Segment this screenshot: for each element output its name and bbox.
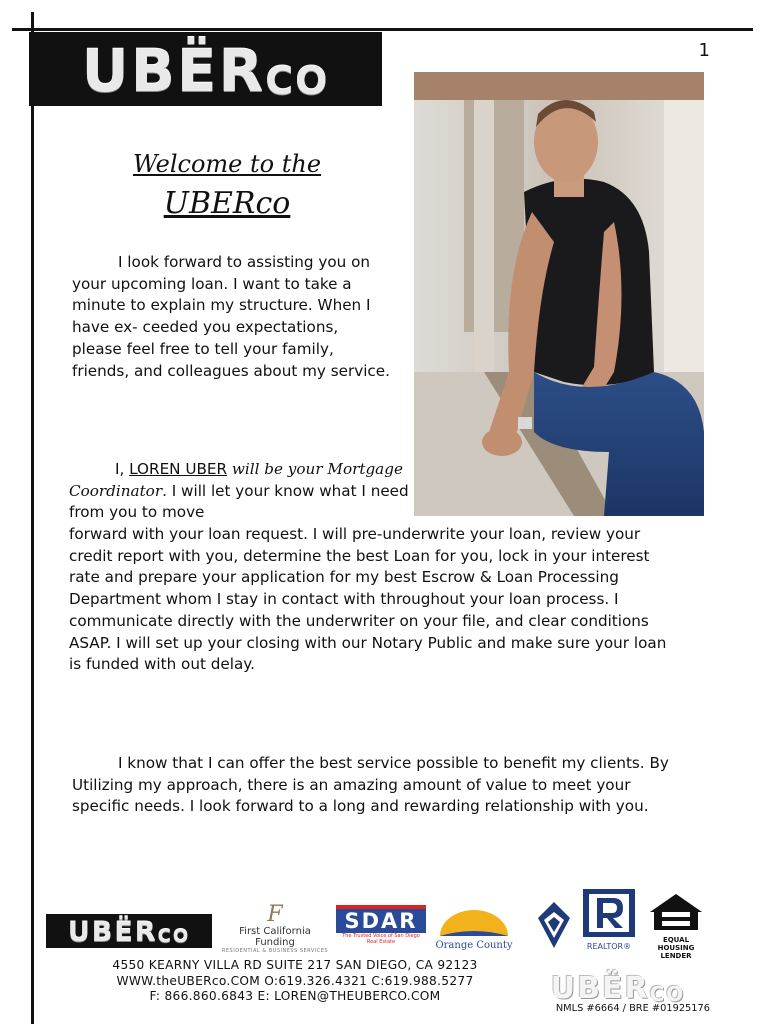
- logo-small-text: CO: [265, 59, 330, 103]
- equal-housing-line2: LENDER: [660, 952, 692, 960]
- fcf-subtitle: RESIDENTIAL & BUSINESS SERVICES: [221, 948, 329, 954]
- realtor-r-icon: [581, 888, 637, 938]
- footer-uberco-wordmark: [533, 968, 703, 1004]
- orange-county-name: Orange County: [435, 940, 513, 951]
- intro-text: I look forward to assisting you on your upcoming loan. I want to take a minute to explain my structure. When I have ex- ceeded you expectations, please feel free to tell your family, friends, and colleagues about my service.: [72, 253, 390, 380]
- closing-text: I know that I can offer the best service possible to benefit my clients. By Utilizing my approach, there is an amazing amount of value to meet your specific needs. I look forward to a long and rewarding relationship with you.: [72, 754, 669, 816]
- coordinator-role: will be your Mortgage Coordinator: [69, 460, 403, 500]
- contact-block: [65, 958, 525, 1005]
- uberco-logo: [29, 32, 382, 106]
- footer-uberco-logo: [46, 914, 212, 948]
- wordmark-small: CO: [649, 982, 686, 1006]
- welcome-heading: Welcome to the: [132, 150, 322, 178]
- footer-logo-small: CO: [157, 926, 191, 947]
- equal-housing-logo: [648, 892, 704, 960]
- equal-housing-line1: EQUAL HOUSING: [657, 936, 695, 952]
- company-heading: UBERco: [163, 186, 291, 221]
- portrait-photo: [414, 72, 704, 516]
- left-rule: [31, 12, 34, 1024]
- sun-icon: [426, 908, 522, 938]
- coordinator-name: LOREN UBER: [129, 460, 228, 478]
- mls-icon: [536, 900, 572, 950]
- fcf-name: First California Funding: [239, 926, 311, 948]
- equal-housing-icon: [648, 892, 704, 932]
- footer-logo-main: UBËR: [67, 917, 158, 948]
- portrait-illustration: [414, 72, 704, 516]
- license-numbers: NMLS #6664 / BRE #01925176: [555, 1003, 710, 1014]
- first-california-logo: [218, 902, 332, 954]
- orange-county-logo: [426, 908, 522, 950]
- sdar-tagline: The Trusted Voice of San Diego Real Estate: [342, 933, 420, 945]
- fax-email-line: F: 866.860.6843 E: LOREN@THEUBERCO.COM: [149, 989, 441, 1003]
- role-paragraph-top: [69, 459, 409, 524]
- sdar-word: SDAR: [336, 905, 426, 933]
- role-intro-text: I,: [115, 460, 130, 478]
- address-line: 4550 KEARNY VILLA RD SUITE 217 SAN DIEGO, CA 92123: [112, 958, 478, 972]
- intro-paragraph: [72, 252, 390, 382]
- realtor-logo: [581, 888, 637, 950]
- realtor-label: REALTOR®: [586, 942, 632, 951]
- logo-main-text: UBËR: [81, 37, 266, 105]
- page-number: 1: [698, 40, 710, 61]
- top-rule: [12, 28, 753, 31]
- wordmark-main: UBËR: [550, 971, 650, 1006]
- closing-paragraph: [72, 753, 672, 818]
- web-phone-line: WWW.theUBERco.COM O:619.326.4321 C:619.988.5277: [116, 973, 474, 988]
- role-text-a: . I will let your know what I need from you to move: [69, 481, 409, 522]
- fcf-monogram: F: [267, 902, 283, 927]
- sdar-logo: [336, 905, 426, 947]
- role-paragraph-bottom: forward with your loan request. I will pre-underwrite your loan, review your credit report with you, determine the best Loan for you, lock in your interest rate and prepare your application for my best Escrow & Loan Processing Department whom I stay in contact with throughout your loan process. I communicate directly with the underwriter on your file, and clear conditions ASAP. I will set up your closing with our Notary Public and make sure your loan is funded with out delay.: [69, 525, 667, 674]
